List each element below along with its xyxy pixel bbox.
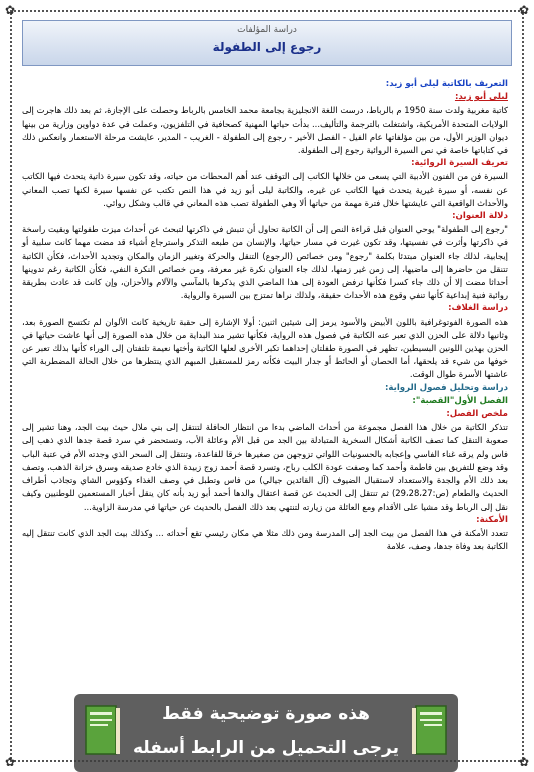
page-title: رجوع إلى الطفولة: [212, 40, 322, 54]
corner-ornament-icon: ✿: [4, 3, 16, 17]
section-heading-cover: دراسة الغلاف:: [448, 303, 508, 314]
places-paragraph: تتعدد الأمكنة في هذا الفصل من بيت الجد إلى المدرسة ومن ذلك مثلا هي مكان رئيسي تقع أحداثه ... وكذلك بيت الجد الذي كانت تنتقل إليه الكاتبة بعد وفاة جدها، وصف، علامة: [22, 527, 508, 552]
title-paragraph: "رجوع إلى الطفولة" يوحي العنوان قبل قراءة النص إلى أن الكاتبة تحاول أن تنبش في ذاكرتها لتبحث عن أحداث ميزت طفولتها وبقيت راسخة في ذاكرتها وأثرت في نفسيتها، وقد تكون غيرت في مسار حياتها، والإنسان من طبعه التذكر واسترجاع أشياء قد مضت مهما كانت سلبية أو إيجابية، لذلك جاء العنوان مبتدئا بكلمة "رجوع" ومن خصائص (الرجوع) التنقل والحركة وتغيير الزمان والمكان وتجديد الأحداث، فكأن الكاتبة تتنقل من حاضرها إلى ماضيها، إلى زمن غير زمنها، لذلك جاء العنوان نكرة غير معرفة، ومن خصائص النكرة النفي، فكأن الكاتبة رغم تدوينها أحداثا مضت إلا أن ذلك جاء كسرا فكأنها ترفض العودة إلى هذا الماضي الذي يذكرها بالمآسي والآلام والأحزان، وإن كانت قد عادت بطريقة روائية فنية إبداعية كأنها تنفي وقوع هذه الأحداث حقيقة، ولذلك نراها تمتزج بين السيرة والرواية.: [22, 224, 508, 301]
section-heading-title: دلالة العنوان:: [452, 211, 508, 222]
chapter-heading: الفصل الأول"القصبة":: [412, 395, 508, 406]
author-name: ليلى أبو زيد:: [454, 92, 508, 103]
corner-ornament-icon: ✿: [4, 755, 16, 769]
corner-ornament-icon: ✿: [518, 755, 530, 769]
overlay-download-hint: يرجى التحميل من الرابط أسفله: [132, 738, 400, 758]
summary-heading: ملخص الفصل:: [446, 409, 508, 420]
cover-paragraph: هذه الصورة الفوتوغرافية باللون الأبيض والأسود يرمز إلى شيئين اثنين: أولا الإشارة إلى حقبة تاريخية كانت الألوان لم تكتسح الصورة بعد، وثانيها دلالة على الحزن الذي تعبر عنه الكاتبة في فصول هذه الرواية، فكأنها تشير منذ البداية من خلال هذه الصورة إلى أنها عاشت حياتها في الحزن بهذين اللونين البسيطين، تظهر في الصورة طفلتان إحداهما تكبر الأخرى لعلها الكاتبة وأختها نعيمة تلتفتان إلى الوراء كأنها بذلك تعبر عن خوفها من شيء قد يلحقها، أما الحصان أو الحائط أو جدار البيت فكأنه رمز للمستقبل المبهم الذي ينتظرها من خلال الحالة المضطربة التي عاشتها الأسرة طوال الوقت.: [22, 316, 508, 380]
section-heading-biography: تعريف السيرة الروائية:: [411, 158, 508, 169]
author-paragraph: كاتبة مغربية ولدت سنة 1950 م بالرباط، درست اللغة الانجليزية بجامعة محمد الخامس بالرباط وحصلت على الإجازة، ثم بعد ذلك هاجرت إلى الولايات المتحدة الأمريكية، واشتغلت بالترجمة والتأليف... بدأت حياتها المهنية كصحافية في التلفزيون، وعملت في عدة دواوين وزارية من بينها ديوان الوزير الأول، من بين مؤلفاتها عام الفيل - الفصل الأخير - رجوع إلى الطفولة - الغريب - المدير، عايشت مرحلة الاستعمار وانعكس ذلك في كتاباتها خاصة في نص السيرة الروائية رجوع إلى الطفولة.: [22, 105, 508, 156]
header-box: [22, 20, 512, 66]
places-heading: الأمكنة:: [476, 514, 508, 525]
section-heading-analysis: دراسة وتحليل فصول الرواية:: [384, 382, 508, 393]
preview-overlay: [74, 694, 458, 772]
biography-paragraph: السيرة فن من الفنون الأدبية التي يسعى من خلالها الكاتب إلى التوقف عند أهم المحطات من حياته، وقد تكون سيرة ذاتية يتحدث فيها الكاتب عن نفسه، أو سيرة غيرية يتحدث فيها الكاتب عن غيره، والكاتبة ليلى أبو زيد في هذا النص تكتب عن نفسها سيرة لكنها تصب المعاني والأحداث الواقعية التي عايشتها خلال فترة مهمة من حياتها ألا وهي الطفولة تصب هذه المعاني في قالب وشكل روائي.: [22, 171, 508, 208]
section-heading-author: التعريف بالكاتبة ليلى أبو زيد:: [385, 79, 508, 89]
chapter-paragraph: تتذكر الكاتبة من خلال هذا الفصل مجموعة من أحداث الماضي بدءا من انتظار الحافلة لتنتقل إلى بني ملال حيث بيت الجد، وهنا تشير إلى صعوبة التنقل كما تصف الكاتبة أشكال السخرية المتبادلة بين الجد من قبل الأم وعائلة الأب، وتستحضر في سرد قصة جدها الذي ذهب إلى فاس ولم يرقه غناء الفاسي وإعجابه بالحسونيات اللواتي تزوجهن من صغيرها خرقا للقاعدة، وتنتقل إلى السحر الذي وجدته الأم في عتبة الباب وقد وضع للتفريق بين فاطمة وأحمد كما وصفت عودة الكلب رباح، وتسرد قصة أحمد زوج زبيدة الذي خادع صديقه وسرق خزانة الذهب، وتصف بعد ذلك الأم والجدة والاستعداد لاستقبال الضيوف (آل القائدين جيالي) من فاس وتطبل في وصف الغذاء وكؤوس الشاي وتجاذب أطراف الحديث والطعام (ص:29،28،27) ثم تنتقل إلى الحديث عن قصة اعتقال والدها أحمد أبو زيد بأنه كان ينقل أخبار المستعمين للوطنيين وكيف نقل إلى الرباط وقد مشيا على الأقدام ومع العائلة من زيارته لتنتهي بعد ذلك الفصل بالحديث عن حياتها في مدرسة الزاوية...: [22, 422, 508, 512]
document-body: [22, 78, 508, 553]
header-subtitle: دراسة المؤلفات: [237, 25, 297, 35]
corner-ornament-icon: ✿: [518, 3, 530, 17]
overlay-notice: هذه صورة توضيحية فقط: [162, 704, 370, 724]
